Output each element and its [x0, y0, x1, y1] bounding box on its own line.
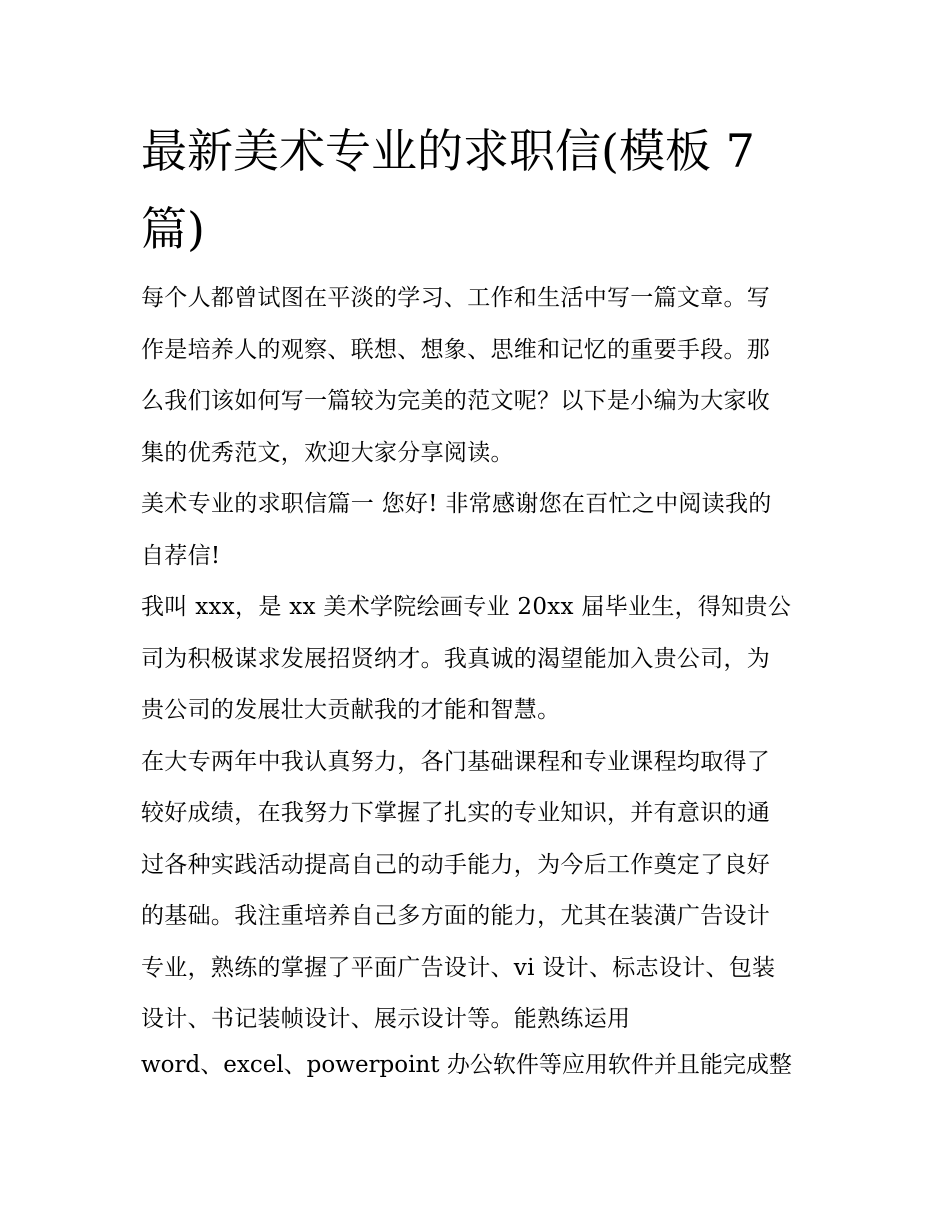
introduction-paragraph	[141, 582, 831, 737]
intro-line: 作是培养人的观察、联想、想象、思维和记忆的重要手段。那	[141, 336, 771, 363]
intro-line: 集的优秀范文，欢迎大家分享阅读。	[141, 439, 514, 466]
skills-line: 的基础。我注重培养自己多方面的能力，尤其在装潢广告设计	[141, 903, 771, 929]
intro-paragraph	[141, 273, 831, 479]
intro-line: 么我们该如何写一篇较为完美的范文呢？以下是小编为大家收	[141, 388, 771, 414]
skills-line: 在大专两年中我认真努力，各门基础课程和专业课程均取得了	[141, 748, 771, 775]
introduction-line: 司为积极谋求发展招贤纳才。我真诚的渴望能加入贵公司，为	[141, 645, 771, 672]
skills-line: 过各种实践活动提高自己的动手能力，为今后工作奠定了良好	[141, 851, 771, 878]
continuation-line: word、excel、powerpoint 办公软件等应用软件并且能完成整	[141, 1052, 792, 1078]
document-title	[141, 112, 831, 268]
skills-line: 专业，熟练的掌握了平面广告设计、vi 设计、标志设计、包装	[141, 954, 776, 981]
skills-paragraph	[141, 737, 831, 1046]
greeting-line: 美术专业的求职信篇一 您好! 非常感谢您在百忙之中阅读我的	[141, 491, 772, 517]
document-body	[141, 273, 831, 1046]
introduction-line: 贵公司的发展壮大贡献我的才能和智慧。	[141, 697, 561, 723]
skills-line: 较好成绩，在我努力下掌握了扎实的专业知识，并有意识的通	[141, 800, 771, 826]
introduction-line: 我叫 xxx，是 xx 美术学院绘画专业 20xx 届毕业生，得知贵公	[141, 594, 792, 620]
skills-line: 设计、书记装帧设计、展示设计等。能熟练运用	[141, 1006, 631, 1032]
greeting-paragraph	[141, 479, 831, 582]
intro-line: 每个人都曾试图在平淡的学习、工作和生活中写一篇文章。写	[141, 285, 771, 311]
title-line-1: 最新美术专业的求职信(模板 7	[141, 124, 755, 178]
greeting-line: 自荐信!	[141, 542, 221, 569]
title-line-2: 篇)	[141, 202, 205, 256]
